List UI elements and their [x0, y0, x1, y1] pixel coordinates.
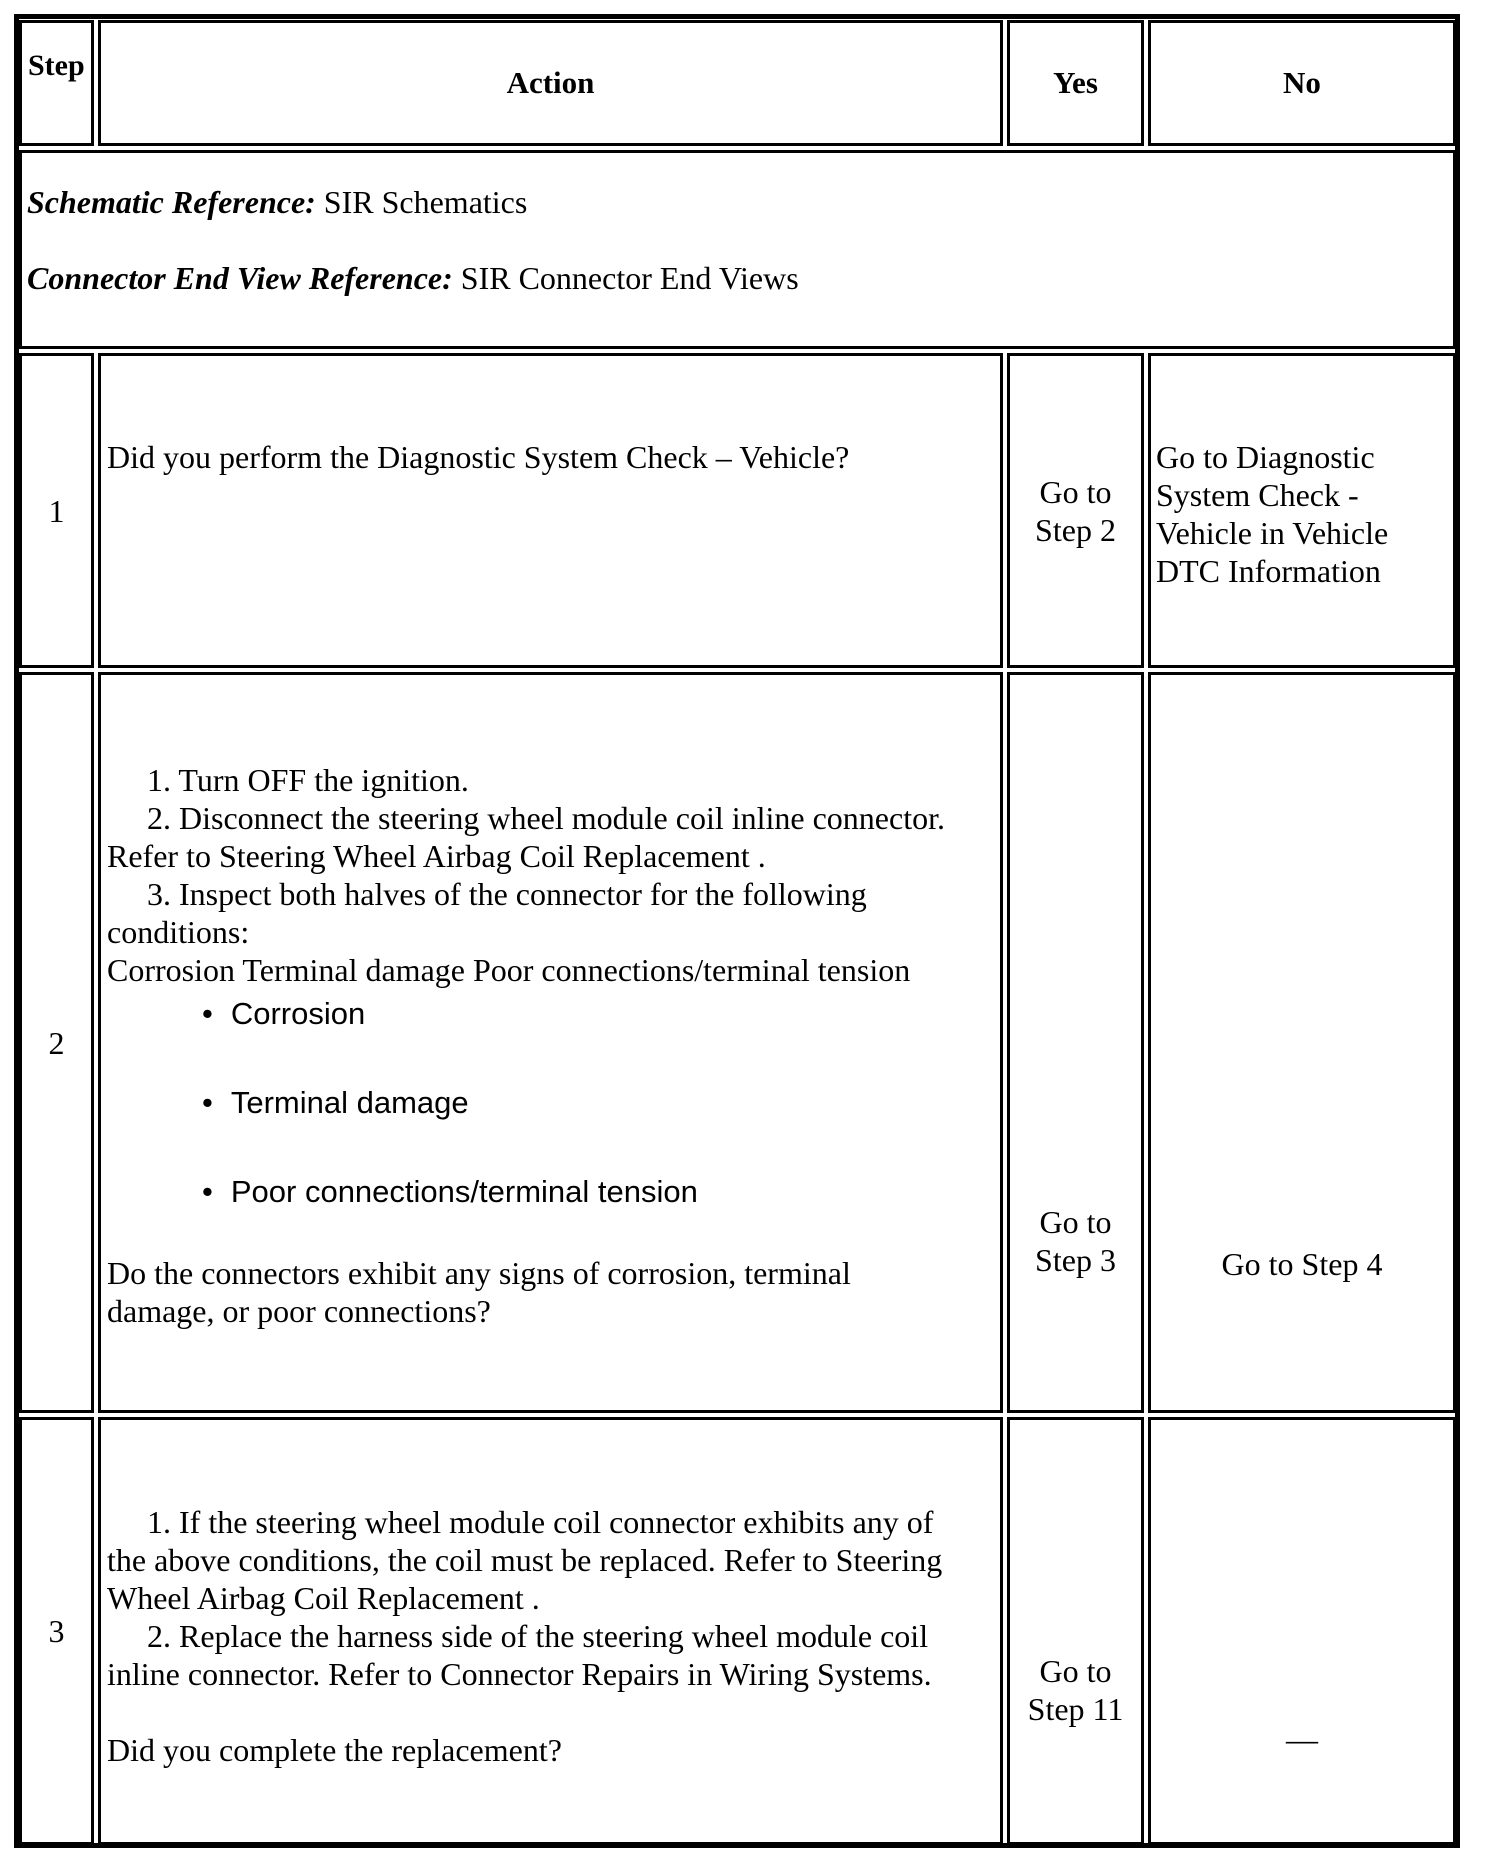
no-line: Go to Step 4	[1221, 1246, 1383, 1282]
header-yes	[1007, 20, 1144, 146]
step-1-question: Did you perform the Diagnostic System Check – Vehicle?	[107, 439, 850, 475]
no-line: DTC Information	[1156, 553, 1381, 589]
schematic-reference-value: SIR Schematics	[315, 184, 528, 220]
yes-line-1: Go to	[1039, 473, 1112, 510]
condition-item: • Corrosion	[202, 995, 988, 1084]
condition-item: • Poor connections/terminal tension	[202, 1173, 988, 1262]
header-action-label: Action	[506, 65, 595, 100]
schematic-reference-label: Schematic Reference:	[27, 184, 316, 220]
connector-reference-value: SIR Connector End Views	[452, 260, 799, 296]
step-2-conditions-summary: Corrosion Terminal damage Poor connections/terminal tension	[107, 952, 911, 988]
step-3-question: Did you complete the replacement?	[107, 1732, 562, 1768]
step-2-number	[19, 672, 94, 1413]
step-3-yes	[1007, 1417, 1144, 1845]
step-2-item-1: 1. Turn OFF the ignition.	[147, 762, 469, 798]
step-2-action	[98, 672, 1003, 1413]
header-action	[98, 20, 1003, 146]
no-line: Vehicle in Vehicle	[1156, 515, 1389, 551]
step-3-item-1: 1. If the steering wheel module coil connector exhibits any of	[147, 1504, 934, 1540]
header-no	[1148, 20, 1456, 146]
header-step	[19, 20, 94, 146]
reference-row	[19, 150, 1456, 349]
step-3-number	[19, 1417, 94, 1845]
step-3-item-1-cont: Wheel Airbag Coil Replacement .	[107, 1580, 540, 1616]
step-2-item-2-cont: Refer to Steering Wheel Airbag Coil Replacement .	[107, 838, 766, 874]
connector-reference	[27, 259, 1453, 297]
step-3-no	[1148, 1417, 1456, 1845]
yes-line-1: Go to	[1039, 1653, 1112, 1689]
header-yes-label: Yes	[1053, 65, 1098, 100]
condition-item: • Terminal damage	[202, 1084, 988, 1173]
yes-line-1: Go to	[1039, 1204, 1112, 1240]
yes-line-2: Step 11	[1027, 1691, 1124, 1727]
connector-reference-label: Connector End View Reference:	[27, 260, 453, 296]
step-1-no	[1148, 353, 1456, 668]
step-number: 3	[48, 1613, 65, 1649]
step-2-no	[1148, 672, 1456, 1413]
step-2-item-3-cont: conditions:	[107, 914, 250, 950]
step-1-number	[19, 353, 94, 668]
no-dash: —	[1286, 1721, 1318, 1757]
yes-line-2: Step 2	[1035, 511, 1116, 548]
step-1-action	[98, 353, 1003, 668]
header-step-label: Step	[28, 49, 85, 82]
step-3-item-2: 2. Replace the harness side of the steering wheel module coil	[147, 1618, 929, 1654]
step-3-item-1-cont: the above conditions, the coil must be replaced. Refer to Steering	[107, 1542, 943, 1578]
schematic-reference	[27, 183, 1453, 221]
no-line: System Check -	[1156, 477, 1359, 513]
step-2-question-1: Do the connectors exhibit any signs of corrosion, terminal	[107, 1255, 851, 1291]
yes-line-2: Step 3	[1035, 1242, 1116, 1278]
step-2-question-2: damage, or poor connections?	[107, 1293, 491, 1329]
step-1-yes	[1007, 353, 1144, 668]
step-2-yes	[1007, 672, 1144, 1413]
header-no-label: No	[1283, 65, 1321, 100]
step-2-conditions-list	[107, 995, 988, 1262]
step-3-action	[98, 1417, 1003, 1845]
no-line: Go to Diagnostic	[1156, 439, 1375, 475]
step-2-item-3: 3. Inspect both halves of the connector for the following	[147, 876, 867, 912]
step-number: 2	[48, 1024, 65, 1061]
step-number: 1	[48, 492, 65, 529]
step-2-item-2: 2. Disconnect the steering wheel module coil inline connector.	[147, 800, 945, 836]
step-3-item-2-cont: inline connector. Refer to Connector Repairs in Wiring Systems.	[107, 1656, 932, 1692]
